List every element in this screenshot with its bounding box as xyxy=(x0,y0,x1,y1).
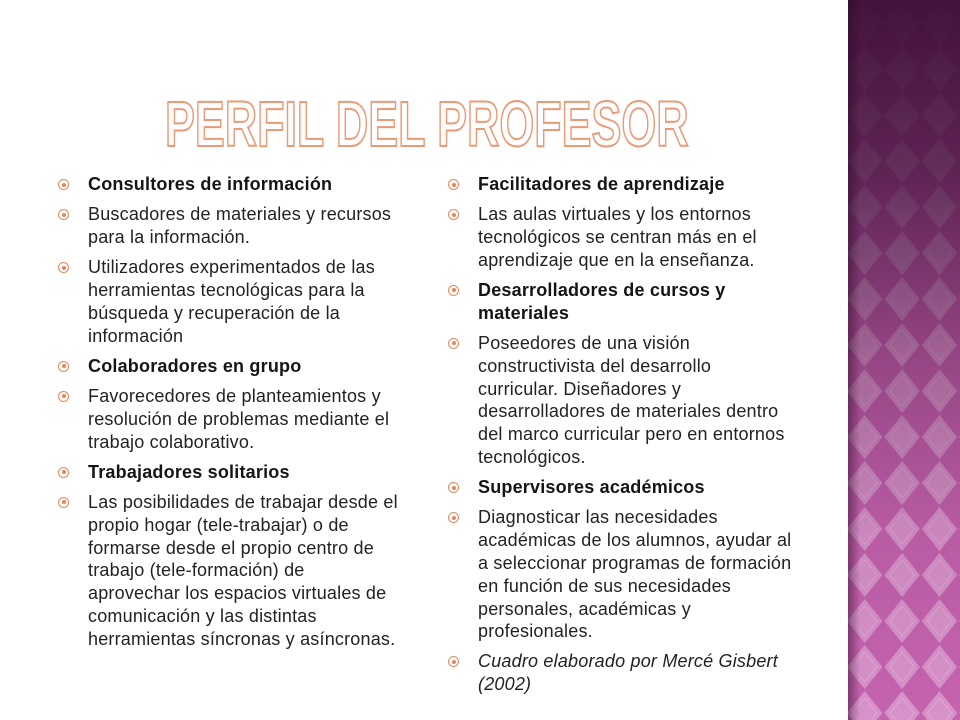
list-item xyxy=(446,203,836,271)
item-text: Buscadores de materiales y recursos para la información. xyxy=(88,204,392,247)
argyle-pattern xyxy=(848,0,960,720)
list-item xyxy=(56,491,426,651)
bullet-icon xyxy=(58,467,69,478)
bullet-icon xyxy=(448,285,459,296)
item-text: Utilizadores experimentados de las herramientas tecnológicas para la búsqueda y recuperación de la información xyxy=(88,257,375,346)
right-column xyxy=(446,173,836,703)
bullet-icon xyxy=(448,512,459,523)
item-text: Desarrolladores de cursos y materiales xyxy=(478,279,726,323)
page-title: PERFIL DEL PROFESOR xyxy=(165,88,689,160)
decorative-band xyxy=(848,0,960,720)
list-item xyxy=(446,332,836,469)
list-item xyxy=(56,461,426,484)
bullet-icon xyxy=(58,262,69,273)
bullet-icon xyxy=(58,209,69,220)
list-item xyxy=(56,173,426,196)
bullet-icon xyxy=(448,179,459,190)
item-text: Supervisores académicos xyxy=(478,477,705,498)
bullet-icon xyxy=(58,179,69,190)
list-item xyxy=(446,173,836,196)
item-text: Facilitadores de aprendizaje xyxy=(478,174,725,194)
list-item xyxy=(56,355,426,378)
list-item xyxy=(446,650,836,696)
item-text: Poseedores de una visión constructivista del desarrollo curricular. Diseñadores y desarrolladores de materiales dentro del marco curricular pero en entornos tecnológicos. xyxy=(478,332,785,467)
list-item xyxy=(56,385,426,453)
item-text: Consultores de información xyxy=(88,174,333,194)
bullet-icon xyxy=(448,209,459,220)
item-text: Trabajadores solitarios xyxy=(88,461,290,482)
bullet-icon xyxy=(58,497,69,508)
list-item xyxy=(56,256,426,347)
list-item xyxy=(446,506,836,643)
citation-text: Cuadro elaborado por Mercé Gisbert (2002) xyxy=(478,651,778,695)
bullet-icon xyxy=(58,391,69,402)
list-item xyxy=(446,476,836,499)
item-text: Colaboradores en grupo xyxy=(88,355,302,376)
item-text: Favorecedores de planteamientos y resolución de problemas mediante el trabajo colaborativo. xyxy=(88,385,390,452)
bullet-icon xyxy=(58,361,69,372)
item-text: Diagnosticar las necesidades académicas de los alumnos, ayudar al a seleccionar programas de formación en función de sus necesidades personales, académicas y profesionales. xyxy=(478,507,792,642)
item-text: Las posibilidades de trabajar desde el propio hogar (tele-trabajar) o de formarse desde el propio centro de trabajo (tele-formación) de aprovechar los espacios virtuales de comunicación y las distintas herramientas síncronas y asíncronas. xyxy=(88,491,398,649)
item-text: Las aulas virtuales y los entornos tecnológicos se centran más en el aprendizaje que en la enseñanza. xyxy=(478,204,757,270)
left-column xyxy=(56,173,426,658)
list-item xyxy=(56,203,426,249)
bullet-icon xyxy=(448,482,459,493)
bullet-icon xyxy=(448,338,459,349)
bullet-icon xyxy=(448,656,459,667)
list-item xyxy=(446,279,836,325)
